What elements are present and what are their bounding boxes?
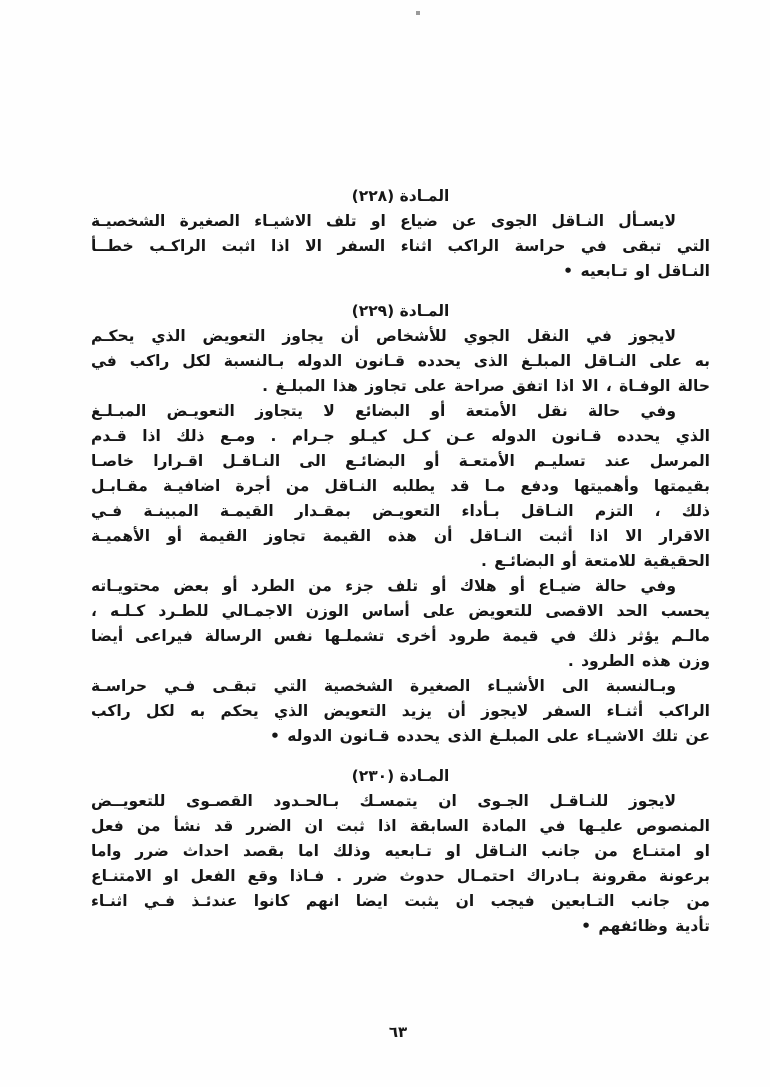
text-line: عن تلك الاشيـاء على المبلـغ الذى يحدده قـانون الدوله • xyxy=(269,727,710,745)
article-paragraph xyxy=(91,574,710,674)
article xyxy=(91,764,710,939)
text-line: الحقيقية للامتعة أو البضائـع . xyxy=(480,552,710,570)
text-line: وفي حالة نقل الأمتعة أو البضائع لا يتجاوز التعويـض المبـلـغ xyxy=(91,402,676,420)
scan-speck xyxy=(416,11,420,15)
text-line: التي تبقى في حراسة الراكب اثناء السفر الا اذا اثبت الراكـب خطــأ xyxy=(91,237,710,255)
article xyxy=(91,184,710,284)
text-line: برعونة مقرونة بـادراك احتمـال حدوث ضرر . فـاذا وقع الفعل او الامتنـاع xyxy=(91,867,710,885)
text-line: لايجوز في النقل الجوي للأشخاص أن يجاوز التعويض الذي يحكـم xyxy=(91,327,676,345)
article-heading: المـادة (٢٢٩) xyxy=(351,302,450,320)
text-line: او امتنـاع من جانب النـاقل او تـابعيه وذلك اما بقصد احداث ضرر واما xyxy=(91,842,710,860)
text-line: لايسـأل النـاقل الجوى عن ضياع او تلف الاشيـاء الصغيرة الشخصيـة xyxy=(91,212,676,230)
text-line: الذي يحدده قـانون الدوله عـن كـل كيـلو جـرام . ومـع ذلك اذا قـدم xyxy=(91,427,710,445)
article-paragraph xyxy=(91,674,710,749)
article-paragraph xyxy=(91,324,710,399)
article-heading: المـادة (٢٣٠) xyxy=(351,767,450,785)
text-line: به على النـاقل المبلـغ الذى يحدده قـانون الدوله بـالنسبة لكل راكب في xyxy=(91,352,710,370)
text-line: وفي حالة ضيـاع أو هلاك أو تلف جزء من الطرد أو بعض محتويـاته xyxy=(91,577,676,595)
text-line: المنصوص عليـها في المادة السابقة اذا ثبت ان الضرر قد نشأ من فعل xyxy=(91,817,710,835)
text-line: الاقرار الا اذا أثبت النـاقل أن هذه القيمة تجاوز القيمة أو الأهميـة xyxy=(91,527,710,545)
text-line: وبـالنسبة الى الأشيـاء الصغيرة الشخصية التي تبقـى فـي حراسـة xyxy=(91,677,676,695)
text-line: يحسب الحد الاقصى للتعويض على أساس الوزن الاجمـالي للطـرد كـلـه ، xyxy=(91,602,710,620)
text-line: بقيمتها وأهميتها ودفع مـا قد يطلبه النـاقل من أجرة اضافيـة مقـابـل xyxy=(91,477,710,495)
article-paragraph xyxy=(91,789,710,939)
articles xyxy=(91,184,710,939)
text-line: المرسل عند تسليـم الأمتعـة أو البضائـع الى النـاقـل اقـرارا خاصـا xyxy=(91,452,710,470)
text-line: من جانب التـابعين فيجب ان يثبت ايضا انهم كانوا عندئـذ فـي اثنـاء xyxy=(91,892,710,910)
article xyxy=(91,299,710,749)
article-heading: المـادة (٢٢٨) xyxy=(351,187,450,205)
article-paragraph xyxy=(91,399,710,574)
text-line: الراكب أثنـاء السفر لايجوز أن يزيد التعويض الذي يحكم به لكل راكب xyxy=(91,702,710,720)
text-line: النـاقل او تـابعيه • xyxy=(563,262,710,280)
text-line: ذلك ، التزم النـاقل بـأداء التعويـض بمقـدار القيمـة المبينـة فـي xyxy=(91,502,710,520)
page-number: ٦٣ xyxy=(388,1023,408,1041)
text-line: وزن هذه الطرود . xyxy=(567,652,710,670)
text-line: لايجوز للنـاقـل الجـوى ان يتمسـك بـالحـدود القصـوى للتعويــض xyxy=(91,792,676,810)
text-line: حالة الوفـاة ، الا اذا اتفق صراحة على تجاوز هذا المبلـغ . xyxy=(262,377,710,395)
article-paragraph xyxy=(91,209,710,284)
text-line: مالـم يؤثر ذلك في قيمة طرود أخرى تشملـها نفس الرسالة فيراعى أيضا xyxy=(91,627,710,645)
text-line: تأدية وظائفهم • xyxy=(581,917,710,935)
